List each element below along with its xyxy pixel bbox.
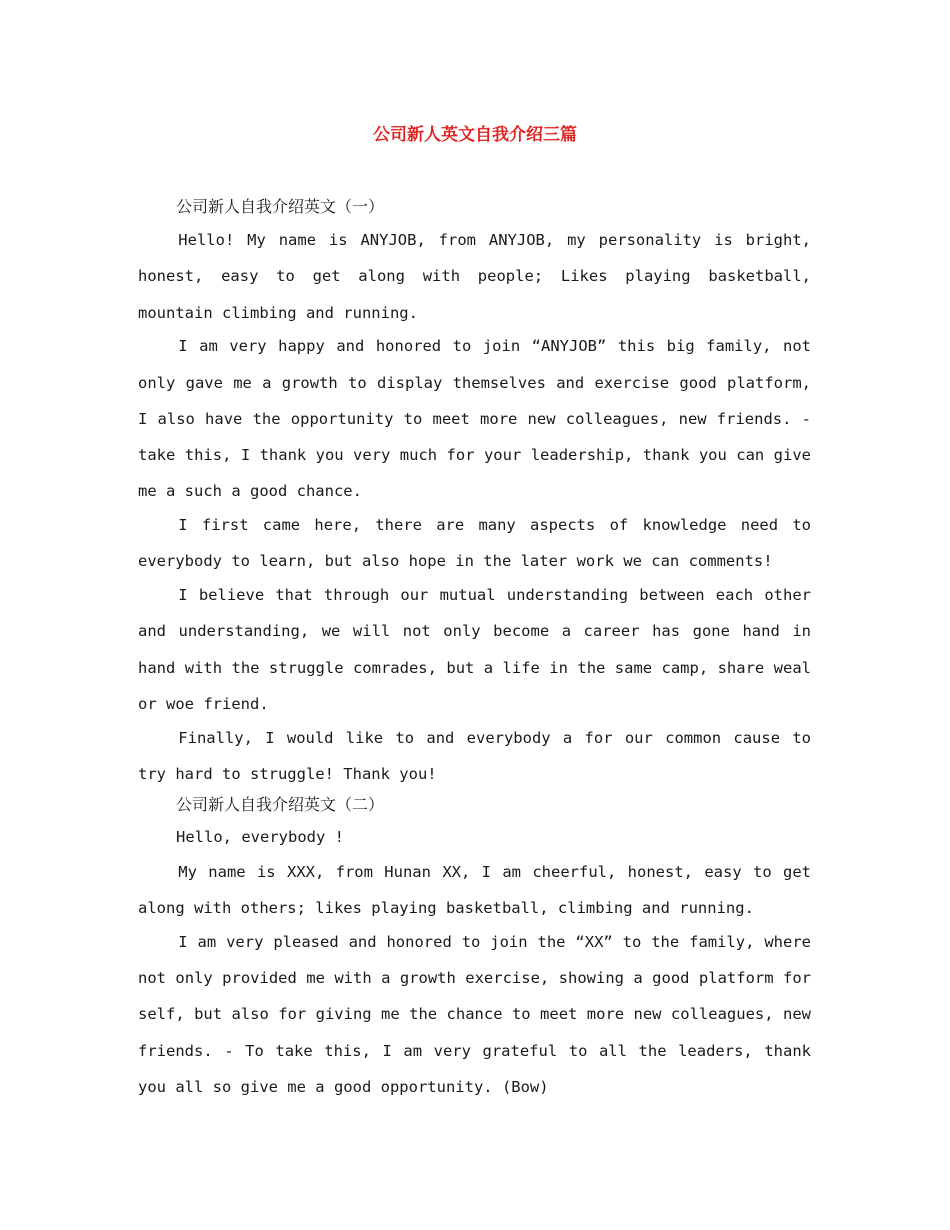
paragraph: My name is XXX, from Hunan XX, I am cheerful, honest, easy to get along with others; likes playing basketball, climbing and running. <box>138 862 811 918</box>
document-body <box>138 192 811 1103</box>
paragraph: I am very happy and honored to join “ANYJOB” this big family, not only gave me a growth to display themselves and exercise good platform, I also have the opportunity to meet more new colleagues, new friends. - take this, I thank you very much for your leadership, thank you can give me a such a good chance. <box>138 337 811 501</box>
document-title: 公司新人英文自我介绍三篇 <box>373 125 577 145</box>
section-heading: 公司新人自我介绍英文（二） <box>176 794 385 814</box>
greeting-line: Hello, everybody ! <box>176 827 344 846</box>
paragraph: I believe that through our mutual understanding between each other and understanding, we will not only become a career has gone hand in hand with the struggle comrades, but a life in the same camp, share weal or woe friend. <box>138 586 811 714</box>
paragraph: Finally, I would like to and everybody a for our common cause to try hard to struggle! Thank you! <box>138 728 811 784</box>
paragraph: I first came here, there are many aspects of knowledge need to everybody to learn, but also hope in the later work we can comments! <box>138 516 811 571</box>
section-heading: 公司新人自我介绍英文（一） <box>176 197 385 216</box>
paragraph: Hello! My name is ANYJOB, from ANYJOB, my personality is bright, honest, easy to get along with people; Likes playing basketball, mountain climbing and running. <box>138 231 811 322</box>
paragraph: I am very pleased and honored to join the “XX” to the family, where not only provided me with a growth exercise, showing a good platform for self, but also for giving me the chance to meet more new colleagues, new friends. - To take this, I am very grateful to all the leaders, thank you all so give me a good opportunity. (Bow) <box>138 932 811 1096</box>
